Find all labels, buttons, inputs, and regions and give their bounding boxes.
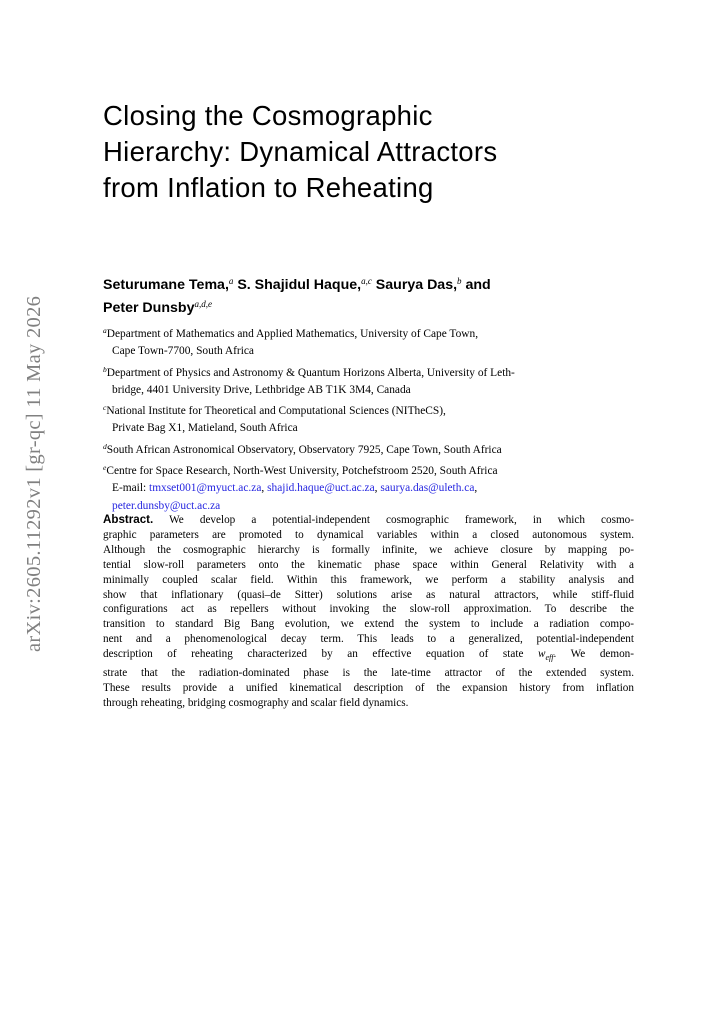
abstract-line: show that inflationary (quasi–de Sitter) solutions arise as natural attractors, while stiff-fluid — [103, 588, 634, 601]
affil-text: Cape Town-7700, South Africa — [112, 345, 254, 358]
title-line: Hierarchy: Dynamical Attractors — [103, 136, 498, 167]
email-link[interactable]: shajid.haque@uct.ac.za — [267, 482, 375, 495]
abstract-line: graphic parameters are promoted to dynamical variables within a closed autonomous system. — [103, 528, 634, 541]
affiliation — [103, 322, 643, 361]
affil-text: bridge, 4401 University Drive, Lethbridge AB T1K 3M4, Canada — [112, 383, 411, 396]
abstract-text: We develop a potential-independent cosmographic framework, in which cosmo- — [153, 514, 634, 526]
author-conjunction: and — [461, 277, 491, 293]
affiliation — [103, 459, 643, 480]
email-separator: , — [374, 482, 378, 495]
email-separator: , — [261, 482, 265, 495]
abstract — [103, 513, 634, 711]
author-name: Peter Dunsby — [103, 300, 195, 316]
arxiv-identifier: arXiv:2605.11292v1 [gr-qc] 11 May 2026 — [23, 295, 45, 652]
abstract-text: . We demon- — [553, 648, 634, 661]
author-name: S. Shajidul Haque, — [233, 277, 362, 293]
email-block — [103, 480, 643, 515]
affil-text: South African Astronomical Observatory, Observatory 7925, Cape Town, South Africa — [106, 443, 502, 456]
affil-text: Department of Physics and Astronomy & Quantum Horizons Alberta, University of Leth- — [106, 366, 515, 379]
abstract-line: These results provide a unified kinematical description of the expansion history from inflation — [103, 682, 634, 695]
affil-text: Centre for Space Research, North-West University, Potchefstroom 2520, South Africa — [106, 465, 498, 478]
affiliation — [103, 399, 643, 438]
affiliations — [103, 322, 643, 515]
affiliation — [103, 361, 643, 400]
abstract-line: Although the cosmographic hierarchy is formally infinite, we achieve closure by mapping po- — [103, 543, 634, 556]
email-label: E-mail: — [112, 482, 147, 495]
abstract-text: description of reheating characterized by an effective equation of state — [103, 648, 538, 661]
email-link[interactable]: saurya.das@uleth.ca — [380, 482, 475, 495]
paper-title — [103, 98, 643, 206]
author-affil-mark: a,c — [361, 276, 372, 286]
weff-symbol: w — [537, 648, 546, 661]
title-line: from Inflation to Reheating — [103, 172, 434, 203]
abstract-heading: Abstract. — [103, 513, 154, 526]
affiliation — [103, 438, 643, 459]
author-affil-mark: a — [228, 276, 234, 286]
abstract-line: minimally coupled scalar field. Within this framework, we perform a stability analysis and — [103, 573, 634, 586]
abstract-line — [103, 647, 634, 666]
author-affil-mark: b — [457, 276, 462, 286]
affil-mark: e — [103, 463, 107, 473]
weff-subscript: eff — [545, 653, 554, 663]
affil-mark: c — [103, 403, 107, 413]
affil-text: Department of Mathematics and Applied Mathematics, University of Cape Town, — [106, 328, 479, 340]
author-name: Seturumane Tema, — [103, 277, 229, 293]
title-line: Closing the Cosmographic — [103, 100, 433, 131]
abstract-line: transition to standard Big Bang evolution, we extend the system to include a radiation compo- — [103, 618, 634, 631]
email-link[interactable]: peter.dunsby@uct.ac.za — [112, 499, 221, 512]
affil-mark: a — [103, 326, 107, 335]
author-name: Saurya Das, — [371, 277, 458, 293]
email-link[interactable]: tmxset001@myuct.ac.za — [149, 482, 262, 495]
abstract-line: configurations act as repellers without invoking the slow-roll approximation. To describe the — [103, 603, 634, 616]
abstract-line — [103, 513, 634, 528]
affil-text: Private Bag X1, Matieland, South Africa — [112, 422, 298, 435]
abstract-line: tential slow-roll parameters onto the kinematic phase space within General Relativity with a — [103, 558, 634, 571]
affil-text: National Institute for Theoretical and Computational Sciences (NITheCS), — [106, 405, 446, 418]
author-affil-mark: a,d,e — [194, 299, 212, 309]
abstract-line: nent and a phenomenological decay term. This leads to a generalized, potential-independent — [103, 633, 634, 646]
email-separator: , — [474, 482, 478, 495]
affil-mark: d — [103, 441, 107, 451]
abstract-line: through reheating, bridging cosmography and scalar field dynamics. — [103, 697, 409, 710]
author-list — [103, 272, 643, 318]
affil-mark: b — [103, 364, 107, 374]
abstract-line: strate that the radiation-dominated phase is the late-time attractor of the extended system. — [103, 667, 634, 680]
